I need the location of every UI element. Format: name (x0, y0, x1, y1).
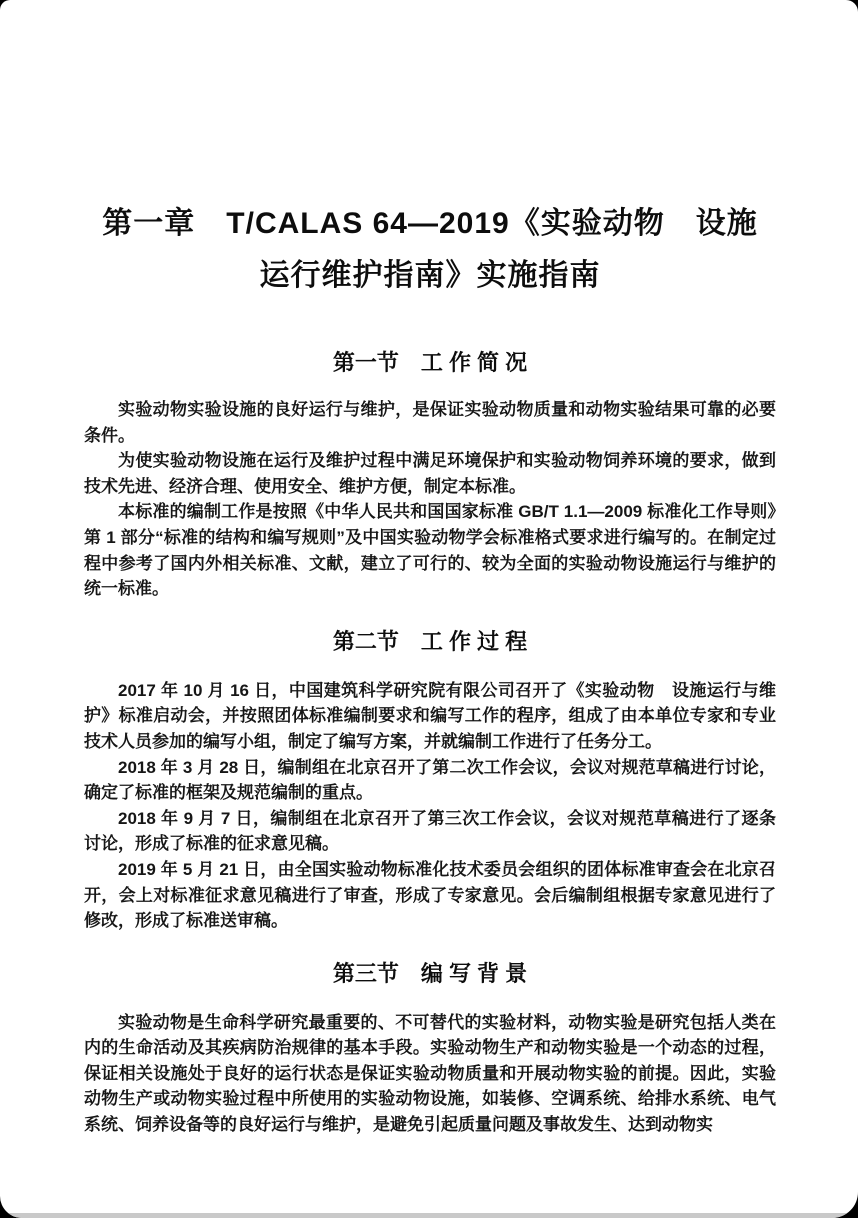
section-heading-2: 第二节 工 作 过 程 (332, 628, 528, 654)
section-3-paragraph: 实验动物是生命科学研究最重要的、不可替代的实验材料，动物实验是研究包括人类在内的生命活动及其疾病防治规律的基本手段。实验动物生产和动物实验是一个动态的过程，保证相关设施处于良好的运行状态是保证实验动物质量和开展动物实验的前提。因此，实验动物生产或动物实验过程中所使用的实验动物设施，如装修、空调系统、给排水系统、电气系统、饲养设备等的良好运行与维护，是避免引起质量问题及事故发生、达到动物实 (84, 1012, 776, 1135)
section-2-paragraph: 2019 年 5 月 21 日，由全国实验动物标准化技术委员会组织的团体标准审查会在北京召开，会上对标准征求意见稿进行了审查，形成了专家意见。会后编制组根据专家意见进行了修改，形成了标准送审稿。 (84, 859, 776, 931)
section-2-paragraph: 2017 年 10 月 16 日，中国建筑科学研究院有限公司召开了《实验动物 设施运行与维护》标准启动会，并按照团体标准编制要求和编写工作的程序，组成了由本单位专家和专业技术人员参加的编写小组，制定了编写方案，并就编制工作进行了任务分工。 (84, 680, 776, 751)
section-heading-3: 第三节 编 写 背 景 (332, 960, 528, 986)
section-1-paragraph: 本标准的编制工作是按照《中华人民共和国国家标准 GB/T 1.1—2009 标准化工作导则》第 1 部分“标准的结构和编写规则”及中国实验动物学会标准格式要求进行编写的。在制定过程中参考了国内外相关标准、文献，建立了可行的、较为全面的实验动物设施运行与维护的统一标准。 (84, 502, 776, 599)
section-2-paragraph: 2018 年 3 月 28 日，编制组在北京召开了第二次工作会议，会议对规范草稿进行讨论，确定了标准的框架及规范编制的重点。 (84, 757, 776, 803)
page-bottom-scan-edge (0, 1213, 858, 1218)
section-1-paragraph: 为使实验动物设施在运行及维护过程中满足环境保护和实验动物饲养环境的要求，做到技术先进、经济合理、使用安全、维护方便，制定本标准。 (84, 451, 776, 496)
chapter-title-line-2: 运行维护指南》实施指南 (259, 259, 601, 292)
chapter-title (84, 0, 776, 302)
section-2-paragraph: 2018 年 9 月 7 日，编制组在北京召开了第三次工作会议，会议对规范草稿进行了逐条讨论，形成了标准的征求意见稿。 (84, 808, 776, 854)
chapter-title-line-1: 第一章 T/CALAS 64—2019《实验动物 设施 (102, 207, 758, 240)
section-heading-1: 第一节 工 作 简 况 (332, 350, 528, 375)
section-1-paragraph: 实验动物实验设施的良好运行与维护，是保证实验动物质量和动物实验结果可靠的必要条件。 (84, 400, 776, 445)
